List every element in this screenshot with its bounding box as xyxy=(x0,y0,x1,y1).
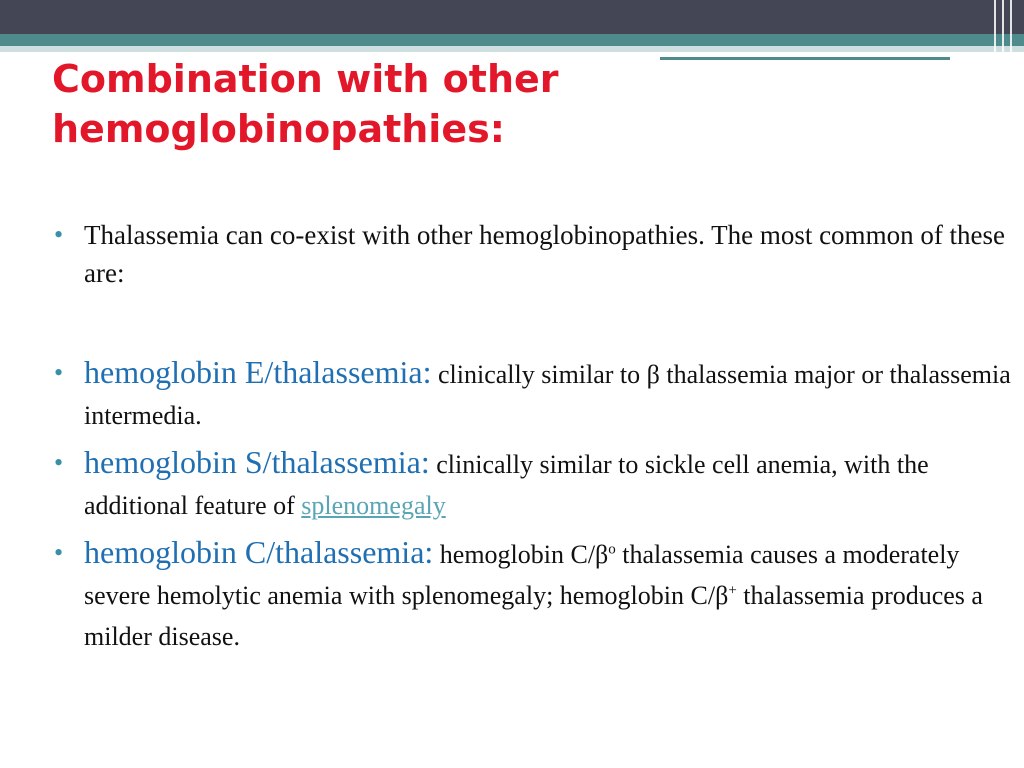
bullet-hemoglobin-s xyxy=(54,442,1014,526)
header-vertical-bar xyxy=(994,0,996,70)
header-vertical-bar xyxy=(1002,0,1004,70)
superscript-beta-plus: + xyxy=(728,582,737,599)
bullet-intro xyxy=(54,216,1014,292)
header-band-dark xyxy=(0,0,1024,34)
bullet-dot-icon: • xyxy=(54,220,64,249)
description-hemoglobin-s: clinically similar to sickle cell anemia, with the additional feature of xyxy=(84,450,929,520)
bullet-list xyxy=(54,216,1014,663)
slide-title xyxy=(52,54,752,154)
bullet-dot-icon: • xyxy=(54,538,64,567)
bullet-dot-icon: • xyxy=(54,358,64,387)
description-hemoglobin-e: clinically similar to β thalassemia major or thalassemia intermedia. xyxy=(84,360,1011,430)
description-hemoglobin-c-part-1: hemoglobin C/β xyxy=(433,540,609,569)
slide-title-line-1: Combination with other xyxy=(52,57,559,101)
bullet-dot-icon: • xyxy=(54,448,64,477)
description-hemoglobin-c-part-2: thalassemia causes a moderately severe hemolytic anemia with splenomegaly; hemoglobin C/β xyxy=(84,540,960,610)
superscript-beta-zero: o xyxy=(608,541,616,558)
term-hemoglobin-c: hemoglobin C/thalassemia: xyxy=(84,534,434,570)
term-hemoglobin-s: hemoglobin S/thalassemia: xyxy=(84,444,430,480)
slide-title-line-2: hemoglobinopathies: xyxy=(52,107,505,151)
description-hemoglobin-c-part-3: thalassemia produces a milder disease. xyxy=(84,581,983,651)
term-hemoglobin-e: hemoglobin E/thalassemia: xyxy=(84,354,432,390)
bullet-spacer xyxy=(54,292,1014,352)
bullet-hemoglobin-c xyxy=(54,532,1014,657)
bullet-hemoglobin-e xyxy=(54,352,1014,436)
header-vertical-bar xyxy=(1010,0,1012,70)
header-band-teal xyxy=(0,34,1024,46)
intro-text: Thalassemia can co-exist with other hemoglobinopathies. The most common of these are: xyxy=(84,220,1006,288)
header-band-light xyxy=(0,46,1024,52)
splenomegaly-link[interactable]: splenomegaly xyxy=(301,491,446,520)
